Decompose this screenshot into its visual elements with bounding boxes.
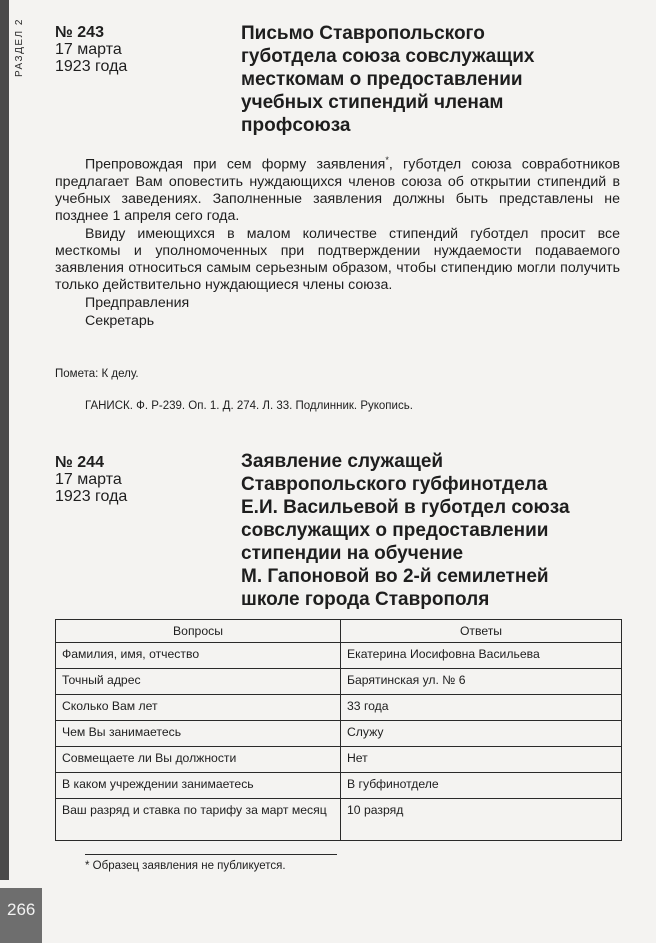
question-cell: Сколько Вам лет xyxy=(56,695,341,721)
application-table xyxy=(55,619,622,841)
table-row xyxy=(56,643,622,669)
answer-cell: Нет xyxy=(341,747,622,773)
doc243-body xyxy=(55,152,620,330)
title-line: М. Гапоновой во 2-й семилетней xyxy=(241,566,549,587)
page-number-box xyxy=(0,888,42,943)
title-line: школе города Ставрополя xyxy=(241,589,490,610)
answer-cell: Екатерина Иосифовна Васильева xyxy=(341,643,622,669)
title-line: учебных стипендий членам xyxy=(241,92,504,113)
answer-cell: В губфинотделе xyxy=(341,773,622,799)
doc243-paragraph-1 xyxy=(55,152,620,226)
footnote-marker: * xyxy=(385,155,389,165)
table-row xyxy=(56,669,622,695)
table-row xyxy=(56,747,622,773)
signature-secretary: Секретарь xyxy=(85,313,155,330)
question-cell: Точный адрес xyxy=(56,669,341,695)
title-line: Заявление служащей xyxy=(241,451,444,472)
doc243-date-line2: 1923 года xyxy=(55,58,128,75)
doc244-title xyxy=(241,450,641,611)
doc243-title xyxy=(241,22,641,137)
paragraph-text: Препровождая при сем форму заявления xyxy=(85,156,386,173)
header-answers: Ответы xyxy=(341,620,622,643)
doc244-meta xyxy=(55,454,127,505)
table-row xyxy=(56,695,622,721)
page-edge-bar xyxy=(0,0,9,880)
footnote-divider xyxy=(85,854,337,855)
doc243-date-line1: 17 марта xyxy=(55,41,122,58)
question-cell: Фамилия, имя, отчество xyxy=(56,643,341,669)
title-line: губотдела союза совслужащих xyxy=(241,46,535,67)
signature-chairman: Предправления xyxy=(85,295,190,312)
answer-cell: 33 года xyxy=(341,695,622,721)
paragraph-text: , губотдел союза совработников предлагает Вам оповестить нуждающихся членов союза об открытии стипендий в учебных заведениях. Заполненные заявления должны быть представлены не позднее 1 апреля сего года. xyxy=(55,156,620,225)
table-row xyxy=(56,721,622,747)
footnote: * Образец заявления не публикуется. xyxy=(85,860,286,872)
title-line: стипендии на обучение xyxy=(241,543,464,564)
answer-cell: Служу xyxy=(341,721,622,747)
table-row xyxy=(56,773,622,799)
doc243-archive-ref: ГАНИСК. Ф. Р-239. Оп. 1. Д. 274. Л. 33. Подлинник. Рукопись. xyxy=(85,400,413,412)
title-line: совслужащих о предоставлении xyxy=(241,520,549,541)
question-cell: Совмещаете ли Вы должности xyxy=(56,747,341,773)
doc244-date-line2: 1923 года xyxy=(55,488,128,505)
title-line: месткомам о предоставлении xyxy=(241,69,523,90)
doc244-date-line1: 17 марта xyxy=(55,471,122,488)
table-header-row xyxy=(56,620,622,643)
header-questions: Вопросы xyxy=(56,620,341,643)
question-cell: Чем Вы занимаетесь xyxy=(56,721,341,747)
question-cell: В каком учреждении занимаетесь xyxy=(56,773,341,799)
doc243-note: Помета: К делу. xyxy=(55,368,139,380)
doc243-number: № 243 xyxy=(55,24,104,41)
doc243-paragraph-2: Ввиду имеющихся в малом количестве стипендий губотдел просит все месткомы и уполномоченных при подтверждении нуждаемости подаваемого заявления относиться самым серьезным образом, чтобы стипендию могли получить только действительно нуждающиеся члены союза. xyxy=(55,225,620,294)
title-line: Письмо Ставропольского xyxy=(241,23,485,44)
page-number: 266 xyxy=(7,900,36,919)
answer-cell: Барятинская ул. № 6 xyxy=(341,669,622,695)
doc244-number: № 244 xyxy=(55,454,104,471)
doc243-meta xyxy=(55,24,127,75)
title-line: Е.И. Васильевой в губотдел союза xyxy=(241,497,570,518)
answer-cell: 10 разряд xyxy=(341,799,622,841)
table-row xyxy=(56,799,622,841)
title-line: профсоюза xyxy=(241,115,351,136)
title-line: Ставропольского губфинотдела xyxy=(241,474,548,495)
question-cell: Ваш разряд и ставка по тарифу за март месяц xyxy=(56,799,341,841)
section-label: РАЗДЕЛ 2 xyxy=(14,18,25,77)
